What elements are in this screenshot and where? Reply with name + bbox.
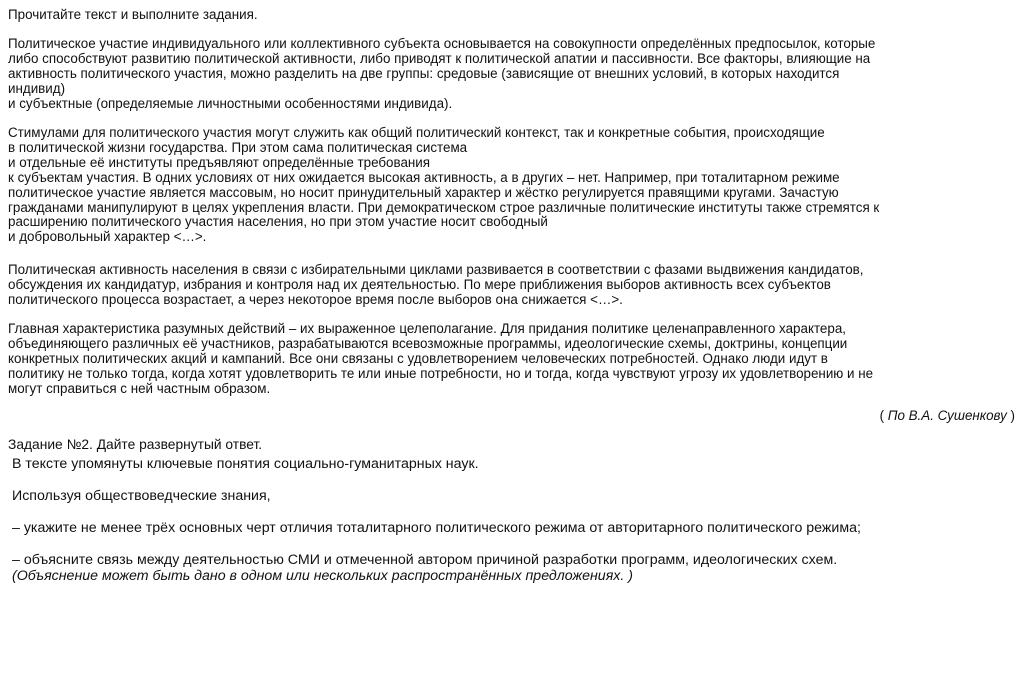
task-note: (Объяснение может быть дано в одном или нескольких распространённых предложениях. ) [12, 568, 633, 584]
attribution-author: По В.А. Сушенкову [887, 408, 1007, 423]
paragraph-3 [8, 263, 1016, 308]
text-line: к субъектам участия. В одних условиях от них ожидается высокая активность, а в других – нет. Например, при тоталитарном режиме [8, 169, 840, 185]
text-line: политику не только тогда, когда хотят удовлетворить те или иные потребности, но и тогда, когда чувствуют угрозу их удовлетворению и не [8, 365, 874, 381]
text-line: в политической жизни государства. При этом сама политическая система [8, 139, 468, 155]
text-line: политическое участие является массовым, но носит принудительный характер и жёстко регулируется правящими кругами. Зачастую [8, 184, 839, 200]
attribution-open: ( [879, 408, 888, 423]
text-line: активность политического участия, можно разделить на две группы: средовые (зависящие от внешних условий, в которых находится [8, 65, 840, 81]
text-line: Политическая активность населения в связи с избирательными циклами развивается в соответствии с фазами выдвижения кандидатов, [8, 262, 864, 277]
text-line: объединяющего различных её участников, разрабатываются всевозможные программы, идеологические схемы, доктрины, концепции [8, 335, 848, 351]
text-line: либо способствуют развитию политической активности, либо приводят к политической апатии и пассивности. Все факторы, влияющие на [8, 50, 871, 66]
text-line: могут справиться с ней частным образом. [8, 380, 271, 396]
text-line: Главная характеристика разумных действий – их выраженное целеполагание. Для придания политике целенаправленного характера, [8, 321, 846, 336]
text-line: обсуждения их кандидатур, избрания и контроля над их деятельностью. По мере приближения выборов активность всех субъектов [8, 276, 831, 292]
task-line: В тексте упомянуты ключевые понятия социально-гуманитарных наук. [12, 456, 479, 472]
task-title: Задание №2. Дайте развернутый ответ. [8, 437, 263, 452]
text-line: и добровольный характер <…>. [8, 229, 207, 245]
paragraph-2 [8, 126, 1016, 245]
task-line: – объясните связь между деятельностью СМИ и отмеченной автором причиной разработки программ, идеологических схем. [12, 552, 838, 568]
text-line: политического процесса возрастает, а через некоторое время после выборов она снижается <…>. [8, 291, 623, 307]
paragraph-1 [8, 37, 1016, 112]
task-line: – укажите не менее трёх основных черт отличия тоталитарного политического режима от авторитарного политического режима; [12, 520, 861, 536]
task-body [12, 520, 1016, 536]
task-body [12, 552, 1016, 584]
instruction [8, 8, 1016, 23]
task-line: Используя обществоведческие знания, [12, 488, 271, 504]
text-line: гражданами манипулируют в целях укрепления власти. При демократическом строе различные политические институты также стремятся к [8, 199, 880, 215]
text-line: Политическое участие индивидуального или коллективного субъекта основывается на совокупности определённых предпосылок, которые [8, 36, 876, 51]
text-line: расширению политического участия населения, но при этом участие носит свободный [8, 214, 548, 230]
task-body [12, 488, 1016, 504]
text-line: индивид) [8, 80, 66, 96]
text-line: Стимулами для политического участия могут служить как общий политический контекст, так и конкретные события, происходящие [8, 125, 825, 140]
text-line: и отдельные её институты предъявляют определённые требования [8, 154, 431, 170]
text-line: конкретных политических акций и кампаний. Все они связаны с удовлетворением человеческих потребностей. Однако люди идут в [8, 350, 828, 366]
source-attribution [880, 409, 1015, 424]
instruction-text: Прочитайте текст и выполните задания. [8, 7, 258, 22]
text-line: и субъектные (определяемые личностными особенностями индивида). [8, 95, 453, 111]
attribution-close: ) [1006, 408, 1015, 423]
paragraph-4 [8, 322, 1016, 397]
task-body [12, 456, 1016, 472]
